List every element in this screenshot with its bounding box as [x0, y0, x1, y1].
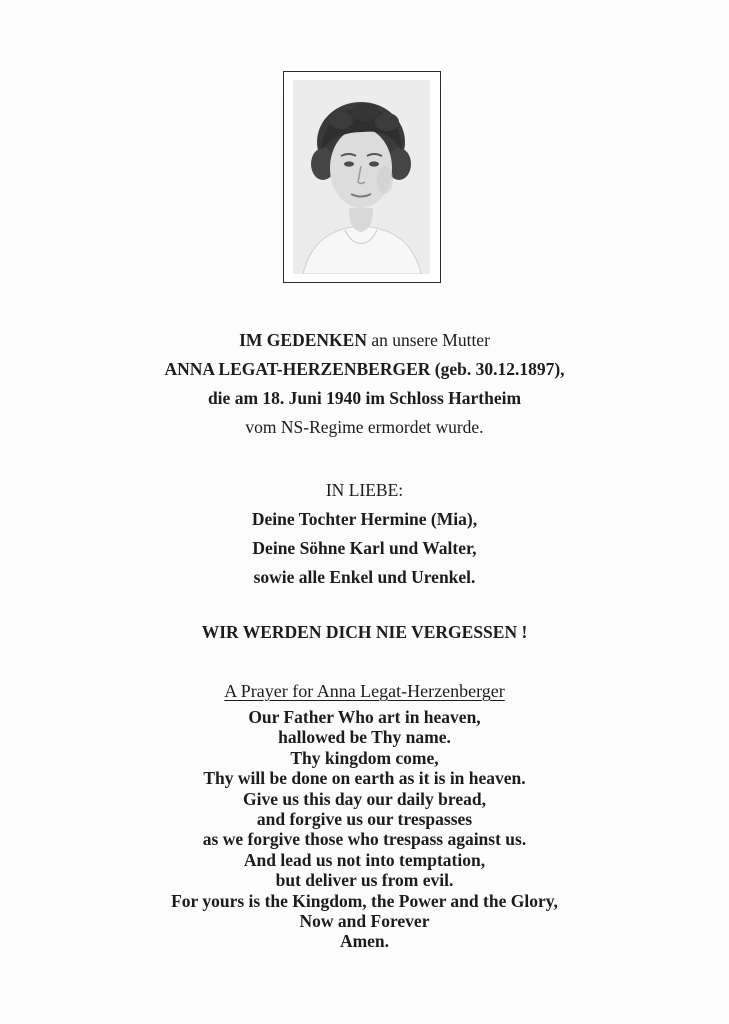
prayer-line: Give us this day our daily bread, [243, 788, 486, 809]
portrait-photo [293, 80, 430, 274]
portrait-frame [283, 71, 441, 283]
in-love-line: Deine Söhne Karl und Walter, [252, 538, 477, 558]
birth-date: (geb. 30.12.1897), [430, 359, 565, 379]
never-forget-line: WIR WERDEN DICH NIE VERGESSEN ! [201, 622, 528, 642]
prayer-line: For yours is the Kingdom, the Power and the Glory, [171, 890, 558, 911]
memorial-text [0, 326, 729, 442]
memorial-line-4: vom NS-Regime ermordet wurde. [245, 417, 484, 437]
prayer-line: And lead us not into temptation, [243, 849, 486, 870]
memorial-line-1-rest: an unsere Mutter [366, 330, 490, 350]
in-love-section [0, 476, 729, 592]
prayer-line: Thy kingdom come, [290, 747, 439, 768]
portrait-woman-image [293, 80, 430, 274]
in-love-heading: IN LIEBE: [325, 480, 404, 500]
prayer-line: Thy will be done on earth as it is in heaven. [203, 768, 526, 789]
prayer-title: A Prayer for Anna Legat-Herzenberger [224, 681, 505, 701]
memorial-line-1 [0, 326, 729, 355]
in-love-line: Deine Tochter Hermine (Mia), [251, 509, 478, 529]
prayer-text [0, 707, 729, 952]
prayer-line: Amen. [339, 931, 390, 952]
prayer-line: but deliver us from evil. [275, 870, 454, 891]
prayer-line: hallowed be Thy name. [278, 727, 451, 748]
prayer-line: Our Father Who art in heaven, [248, 707, 481, 727]
prayer-line: Now and Forever [299, 911, 430, 932]
prayer-line: and forgive us our trespasses [256, 809, 473, 830]
memorial-heading: IM GEDENKEN [239, 330, 367, 350]
memorial-line-3: die am 18. Juni 1940 im Schloss Hartheim [207, 388, 522, 408]
prayer-line: as we forgive those who trespass against us. [202, 829, 527, 850]
in-love-line: sowie alle Enkel und Urenkel. [253, 567, 476, 587]
memorial-line-2 [0, 355, 729, 384]
deceased-name: ANNA LEGAT-HERZENBERGER [164, 359, 431, 379]
